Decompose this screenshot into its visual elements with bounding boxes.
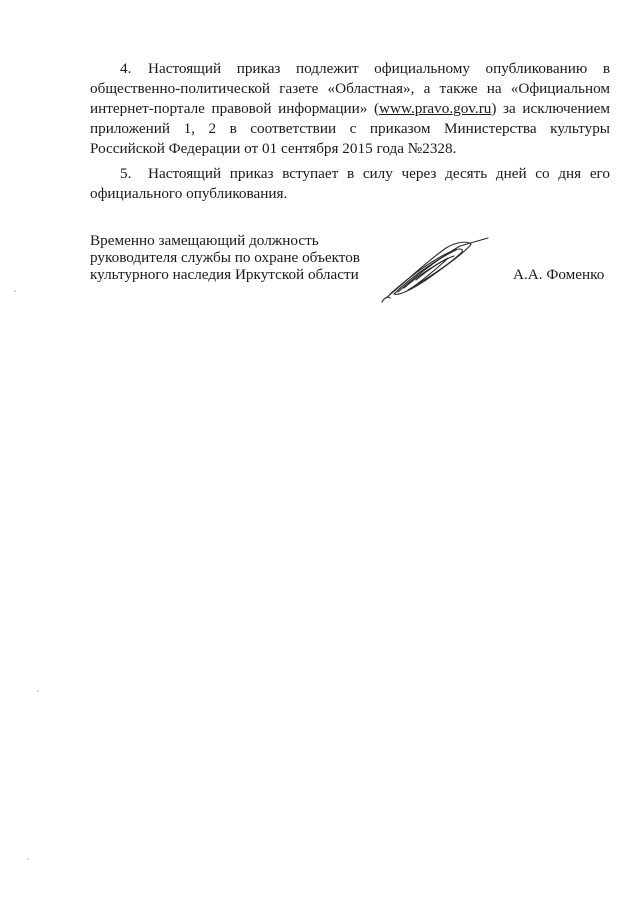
paragraph-text: Настоящий приказ вступает в силу через десять дней со дня его официального опубликования. <box>90 165 610 202</box>
pravo-link[interactable]: www.pravo.gov.ru <box>379 100 492 117</box>
position-line: руководителя службы по охране объектов <box>90 249 360 266</box>
scan-speck <box>14 290 16 292</box>
scan-speck <box>27 858 29 860</box>
signatory-position <box>90 232 390 283</box>
paragraph-4 <box>90 59 610 159</box>
position-line: культурного наследия Иркутской области <box>90 266 359 283</box>
position-line: Временно замещающий должность <box>90 232 319 249</box>
paragraph-text: Настоящий приказ подлежит официальному опубликованию в общественно-политической газете «Областная», а также на «Официальном интернет-портале правовой информации» ( <box>90 60 610 117</box>
signer-name: А.А. Фоменко <box>513 266 605 283</box>
paragraph-number: 4. <box>120 60 132 77</box>
paragraph-number: 5. <box>120 165 132 182</box>
scan-speck <box>37 690 39 692</box>
handwritten-signature <box>376 236 496 306</box>
paragraph-text-continued: ) за исключением приложений 1, 2 в соответствии с приказом Министерства культуры Российской Федерации от 01 сентября 2015 года №2328. <box>90 100 610 157</box>
paragraph-5 <box>90 164 610 204</box>
